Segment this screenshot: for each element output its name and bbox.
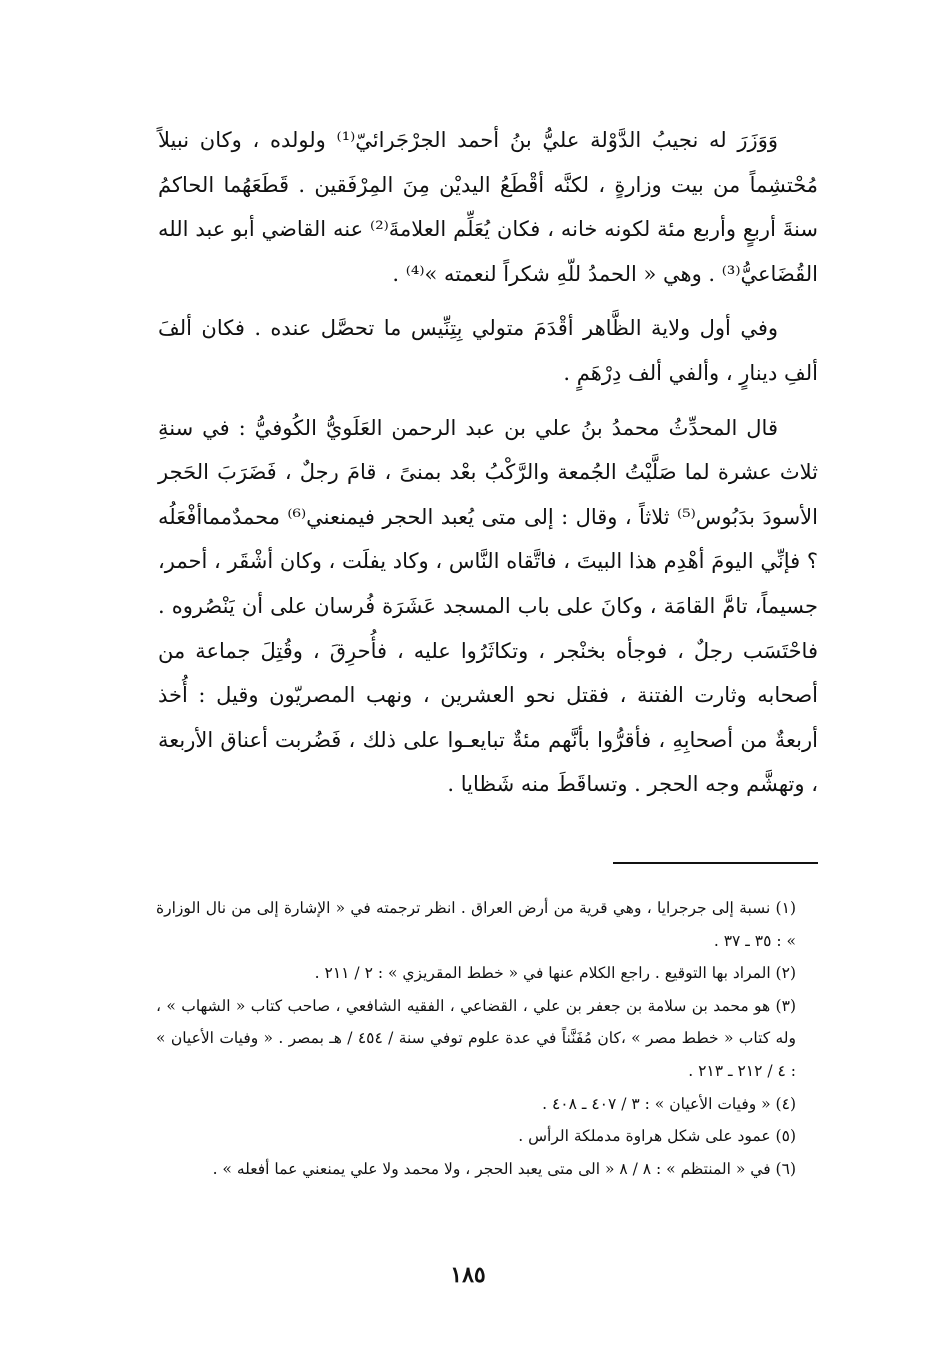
footnote-4: (٤) « وفيات الأعيان » : ٣ / ٤٠٧ ـ ٤٠٨ . [542,1094,796,1113]
footnote-6: (٦) في « المنتظم » : ٨ / ٨ « الى متى يعبد الحجر ، ولا محمد ولا علي يمنعني عما أفعله » . [212,1159,796,1178]
paragraph-zahir: وفي أول ولاية الظَّاهر أقْدَمَ متولي بِتِنِّيس ما تحصَّل عنده . فكان ألفَ ألفِ دينارٍ ، وألفي ألف دِرْهَمٍ . [158,316,818,385]
footnote-2: (٢) المراد بها التوقيع . راجع الكلام عنها في « خطط المقريزي » : ٢ / ٢١١ . [314,964,796,983]
main-text [158,118,818,807]
page-number: ١٨٥ [450,1262,486,1288]
footnote-1: (١) نسبة إلى جرجرايا ، وهي قرية من أرض العراق . انظر ترجمته في « الإشارة إلى من نال الوزارة » : ٣٥ ـ ٣٧ . [156,899,796,950]
paragraph-black-stone: قال المحدِّثُ محمدُ بنُ علي بن عبد الرحمن العَلَويُّ الكُوفيُّ : في سنةِ ثلاث عشرة لما صَلَّيْتُ الجُمعة والرَّكْبُ بعْد بمنىً ، قامَ رجلٌ ، فَضَرَبَ الحَجر الأسودَ بدَبُوس⁽⁵⁾ ثلاثاً ، وقال : إلى متى يُعبد الحجر فيمنعني⁽⁶⁾ محمدٌمماأفْعَلُه ؟ فإنِّي اليومَ أهْدِم هذا البيتَ ، فاتَّقاه النَّاس ، وكاد يفلَت ، وكان أشْقَر ، أحمر، جسيماً، تامَّ القامَة ، وكانَ على باب المسجد عَشَرَة فُرسان على أن يَنْصُروه . فاحْتَسَب رجلٌ ، فوجأه بخنْجر ، وتكاثَرُوا عليه ، فأُحرِقَ ، وقُتِلَ جماعة من أصحابه وثارت الفتنة ، فقتل نحو العشرين ، ونهب المصريّون وقيل : أُخذ أربعةٌ من أصحابِهِ ، فأقرُّوا بأنَّهم مئةٌ تبايعـوا على ذلك ، فَضُربت أعناق الأربعة ، وتهشَّم وجه الحجر . وتساقَطَ منه شَظايا . [158,415,818,797]
footnotes [156,892,818,1185]
footnote-5: (٥) عمود على شكل هراوة مدملكة الرأس . [518,1127,796,1146]
paragraph-wazir: وَوَزَرَ له نجيبُ الدَّوْلة عليُّ بنُ أحمد الجرْجَرائيّ⁽¹⁾ ولولده ، وكان نبيلاً مُحْتشِماً من بيت وزارةٍ ، لكنَّه أقْطَعُ اليديْن مِنَ المِرْفَقين . قَطَعَهُما الحاكمُ سنةَ أربعٍ وأربع مئة لكونه خانه ، فكان يُعَلِّم العلامةَ⁽²⁾ عنه القاضي أبو عبد الله القُضَاعيُّ⁽³⁾ . وهي « الحمدُ للّهِ شكراً لنعمته »⁽⁴⁾ . [158,128,818,286]
footnote-divider [613,862,818,864]
footnote-3: (٣) هو محمد بن سلامة بن جعفر بن علي ، القضاعي ، الفقيه الشافعي ، صاحب كتاب « الشهاب » ، وله كتاب « خطط مصر » ،كان مُفَنَّناً في عدة علوم توفي سنة / ٤٥٤ / هـ بمصر . « وفيات الأعيان » : ٤ / ٢١٢ ـ ٢١٣ . [156,996,796,1080]
